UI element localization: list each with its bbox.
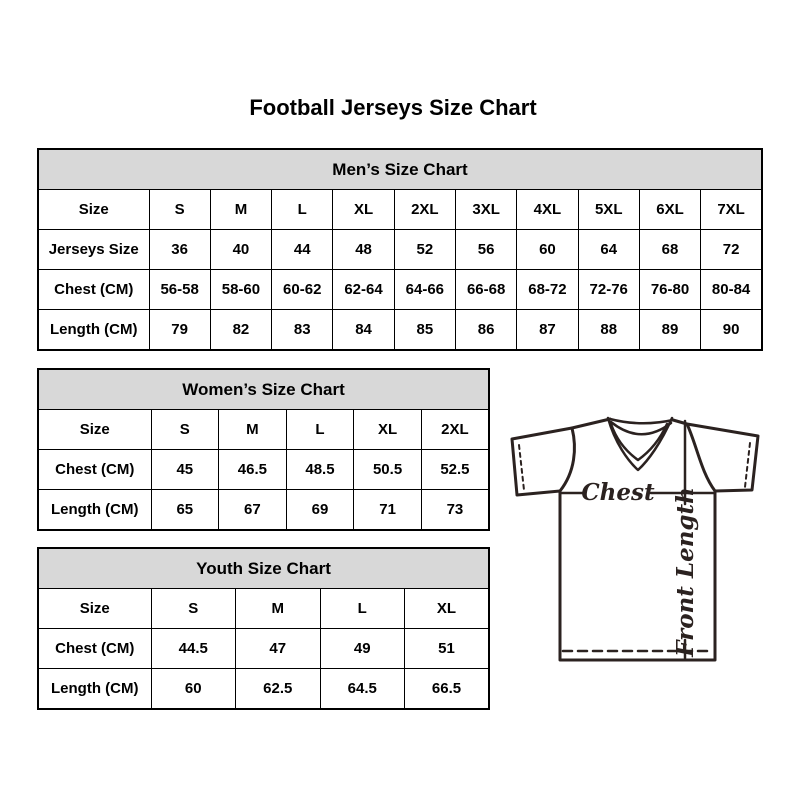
value-cell: 68 — [639, 230, 700, 270]
youth-table-title: Youth Size Chart — [38, 548, 489, 589]
value-cell: 73 — [421, 490, 489, 531]
womens-table-title: Women’s Size Chart — [38, 369, 489, 410]
value-cell: 56-58 — [149, 270, 210, 310]
value-cell: 69 — [286, 490, 354, 531]
jersey-collar-top-edge — [610, 419, 673, 423]
row-label-cell: Jerseys Size — [38, 230, 149, 270]
value-cell: 44 — [272, 230, 333, 270]
value-cell: 62-64 — [333, 270, 394, 310]
value-cell: 66.5 — [405, 669, 490, 710]
row-label-cell: Size — [38, 190, 149, 230]
value-cell: 90 — [701, 310, 762, 351]
row-label-cell: Length (CM) — [38, 310, 149, 351]
value-cell: 62.5 — [236, 669, 321, 710]
value-cell: 88 — [578, 310, 639, 351]
mens-size-table — [37, 148, 763, 351]
row-label-cell: Chest (CM) — [38, 450, 151, 490]
value-cell: 45 — [151, 450, 219, 490]
value-cell: 85 — [394, 310, 455, 351]
value-cell: 72 — [701, 230, 762, 270]
table-row — [38, 490, 489, 531]
table-row — [38, 669, 489, 710]
column-header-cell: L — [320, 589, 405, 629]
column-header-cell: 7XL — [701, 190, 762, 230]
table-row — [38, 310, 762, 351]
table-row — [38, 410, 489, 450]
mens-table-title: Men’s Size Chart — [38, 149, 762, 190]
value-cell: 82 — [210, 310, 271, 351]
table-row — [38, 190, 762, 230]
value-cell: 48.5 — [286, 450, 354, 490]
value-cell: 76-80 — [639, 270, 700, 310]
column-header-cell: M — [236, 589, 321, 629]
value-cell: 56 — [455, 230, 516, 270]
row-label-cell: Length (CM) — [38, 669, 151, 710]
value-cell: 83 — [272, 310, 333, 351]
column-header-cell: S — [149, 190, 210, 230]
value-cell: 80-84 — [701, 270, 762, 310]
value-cell: 36 — [149, 230, 210, 270]
value-cell: 64-66 — [394, 270, 455, 310]
value-cell: 52.5 — [421, 450, 489, 490]
value-cell: 71 — [354, 490, 422, 531]
column-header-cell: 6XL — [639, 190, 700, 230]
table-header-row — [38, 548, 489, 589]
value-cell: 58-60 — [210, 270, 271, 310]
column-header-cell: M — [210, 190, 271, 230]
column-header-cell: 2XL — [394, 190, 455, 230]
column-header-cell: S — [151, 410, 219, 450]
value-cell: 72-76 — [578, 270, 639, 310]
table-row — [38, 629, 489, 669]
value-cell: 46.5 — [219, 450, 287, 490]
value-cell: 49 — [320, 629, 405, 669]
column-header-cell: M — [219, 410, 287, 450]
table-header-row — [38, 369, 489, 410]
value-cell: 68-72 — [517, 270, 578, 310]
value-cell: 86 — [455, 310, 516, 351]
value-cell: 40 — [210, 230, 271, 270]
value-cell: 67 — [219, 490, 287, 531]
value-cell: 87 — [517, 310, 578, 351]
column-header-cell: L — [286, 410, 354, 450]
row-label-cell: Size — [38, 589, 151, 629]
column-header-cell: XL — [333, 190, 394, 230]
value-cell: 60 — [151, 669, 236, 710]
jersey-diagram — [503, 396, 773, 671]
value-cell: 48 — [333, 230, 394, 270]
value-cell: 84 — [333, 310, 394, 351]
table-row — [38, 230, 762, 270]
value-cell: 65 — [151, 490, 219, 531]
value-cell: 47 — [236, 629, 321, 669]
row-label-cell: Chest (CM) — [38, 270, 149, 310]
value-cell: 50.5 — [354, 450, 422, 490]
jersey-left-armhole — [560, 428, 574, 491]
column-header-cell: L — [272, 190, 333, 230]
table-row — [38, 270, 762, 310]
value-cell: 64.5 — [320, 669, 405, 710]
front-length-label: Front Length — [672, 487, 699, 657]
jersey-right-armhole — [687, 424, 715, 491]
chest-label: Chest — [581, 479, 655, 506]
table-row — [38, 450, 489, 490]
value-cell: 60-62 — [272, 270, 333, 310]
value-cell: 64 — [578, 230, 639, 270]
column-header-cell: XL — [354, 410, 422, 450]
value-cell: 89 — [639, 310, 700, 351]
page-title: Football Jerseys Size Chart — [249, 95, 537, 120]
jersey-left-cuff-dashed-line — [519, 445, 524, 490]
value-cell: 52 — [394, 230, 455, 270]
table-header-row — [38, 149, 762, 190]
youth-size-table — [37, 547, 490, 710]
column-header-cell: 4XL — [517, 190, 578, 230]
value-cell: 51 — [405, 629, 490, 669]
value-cell: 79 — [149, 310, 210, 351]
column-header-cell: 3XL — [455, 190, 516, 230]
value-cell: 66-68 — [455, 270, 516, 310]
value-cell: 44.5 — [151, 629, 236, 669]
value-cell: 60 — [517, 230, 578, 270]
table-row — [38, 589, 489, 629]
row-label-cell: Length (CM) — [38, 490, 151, 531]
column-header-cell: 2XL — [421, 410, 489, 450]
column-header-cell: S — [151, 589, 236, 629]
column-header-cell: 5XL — [578, 190, 639, 230]
row-label-cell: Size — [38, 410, 151, 450]
womens-size-table — [37, 368, 490, 531]
jersey-right-cuff-dashed-line — [745, 443, 750, 487]
column-header-cell: XL — [405, 589, 490, 629]
row-label-cell: Chest (CM) — [38, 629, 151, 669]
